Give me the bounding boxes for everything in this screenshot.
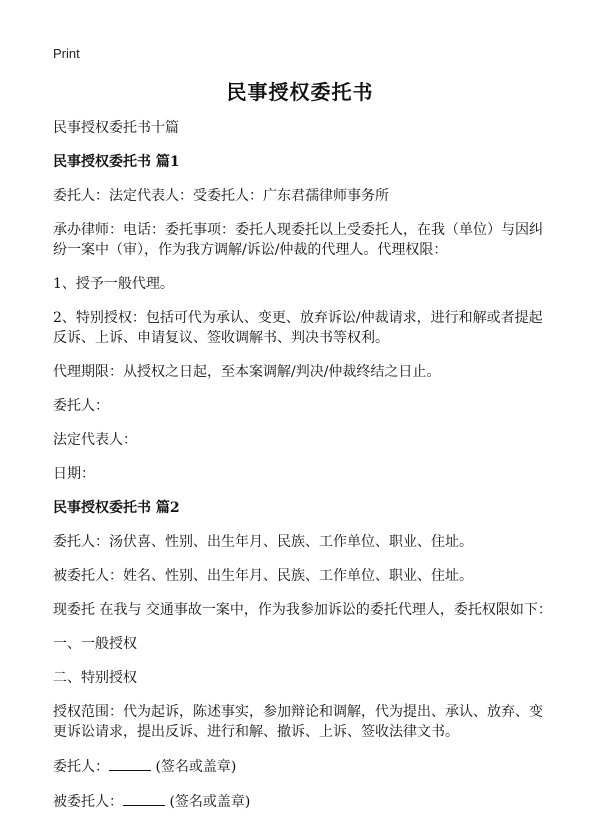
paragraph: 一、一般授权: [53, 636, 137, 652]
signature-blank: [123, 791, 165, 806]
section-heading-1: 民事授权委托书 篇1: [53, 154, 180, 170]
signature-label: 委托人：: [53, 759, 109, 775]
paragraph: 委托人：: [53, 398, 109, 414]
paragraph: 1、授予一般代理。: [53, 276, 174, 292]
paragraph: 委托人：法定代表人：受委托人：广东君孺律师事务所: [53, 188, 389, 204]
signature-note: (签名或盖章): [155, 759, 237, 775]
print-link[interactable]: Print: [53, 46, 80, 61]
paragraph: 2、特别授权：包括可代为承认、变更、放弃诉讼/仲裁请求，进行和解或者提起反诉、上诉、申请复议、签收调解书、判决书等权利。: [53, 310, 543, 346]
section-heading-2: 民事授权委托书 篇2: [53, 500, 180, 516]
paragraph: 日期：: [53, 466, 95, 482]
paragraph: 二、特别授权: [53, 670, 137, 686]
signature-blank: [109, 756, 151, 771]
paragraph: 现委托 在我与 交通事故一案中，作为我参加诉讼的委托代理人，委托权限如下：: [53, 602, 552, 618]
paragraph: 承办律师：电话：委托事项：委托人现委托以上受委托人，在我（单位）与因纠纷一案中（审），作为我方调解/诉讼/仲裁的代理人。代理权限：: [53, 222, 543, 258]
paragraph: 被委托人：姓名、性别、出生年月、民族、工作单位、职业、住址。: [53, 568, 473, 584]
paragraph: 授权范围：代为起诉，陈述事实，参加辩论和调解，代为提出、承认、放弃、变更诉讼请求，提出反诉、进行和解、撤诉、上诉、签收法律文书。: [53, 704, 543, 740]
signature-line-agent: [53, 791, 553, 812]
signature-line-principal: [53, 756, 553, 777]
document-body: [53, 118, 553, 822]
paragraph: 代理期限：从授权之日起，至本案调解/判决/仲裁终结之日止。: [53, 364, 441, 380]
signature-label: 被委托人：: [53, 794, 123, 810]
paragraph: 法定代表人：: [53, 432, 137, 448]
document-subtitle: 民事授权委托书十篇: [53, 120, 179, 136]
paragraph: 委托人：汤伏喜、性别、出生年月、民族、工作单位、职业、住址。: [53, 534, 473, 550]
page-title: 民事授权委托书: [226, 80, 374, 104]
signature-note: (签名或盖章): [169, 794, 251, 810]
